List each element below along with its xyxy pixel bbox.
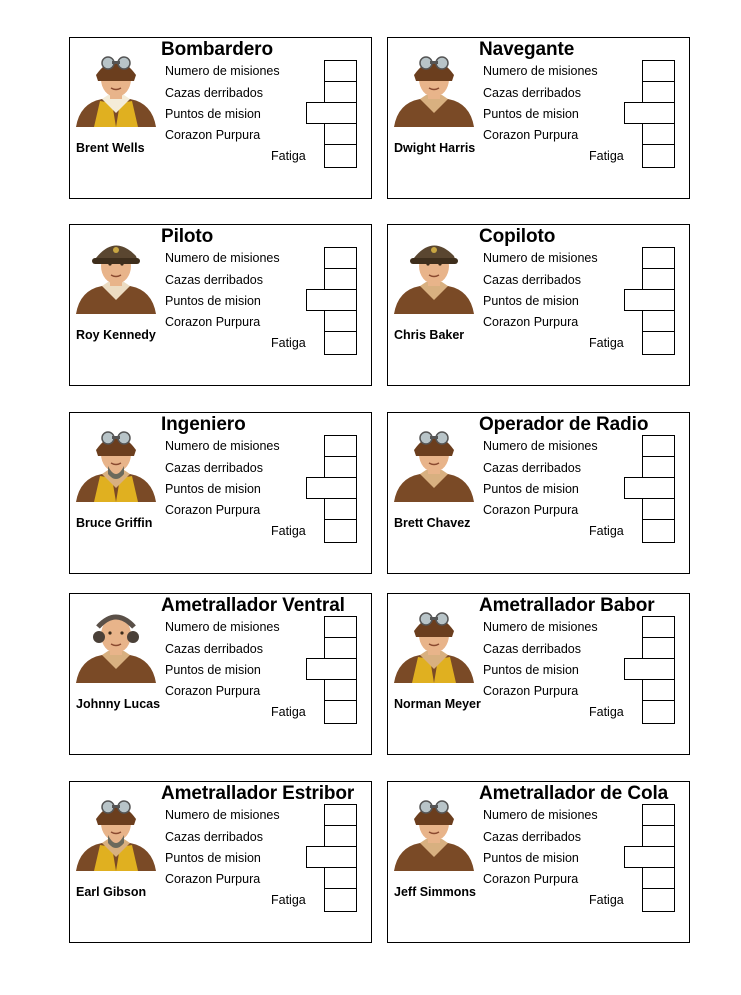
mission-points-label: Puntos de mision bbox=[165, 851, 261, 865]
missions-box[interactable] bbox=[324, 247, 357, 269]
crew-card-8 bbox=[387, 593, 690, 755]
mission-points-label: Puntos de mision bbox=[483, 107, 579, 121]
purple-heart-box[interactable] bbox=[324, 123, 357, 145]
fatigue-label: Fatiga bbox=[271, 893, 306, 907]
purple-heart-box[interactable] bbox=[642, 310, 675, 332]
crew-role-title: Piloto bbox=[161, 226, 214, 247]
pilot-portrait-icon bbox=[72, 228, 158, 314]
crew-role-title: Copiloto bbox=[479, 226, 556, 247]
mission-points-label: Puntos de mision bbox=[165, 294, 261, 308]
purple-heart-label: Corazon Purpura bbox=[165, 684, 261, 698]
crew-name: Jeff Simmons bbox=[394, 885, 476, 899]
kills-box[interactable] bbox=[642, 456, 675, 478]
fatigue-box[interactable] bbox=[324, 519, 357, 543]
crew-role-title: Ametrallador de Cola bbox=[479, 783, 669, 804]
purple-heart-box[interactable] bbox=[324, 867, 357, 889]
port-gunner-portrait-icon bbox=[390, 597, 476, 683]
kills-box[interactable] bbox=[642, 637, 675, 659]
purple-heart-label: Corazon Purpura bbox=[483, 503, 579, 517]
fatigue-box[interactable] bbox=[324, 331, 357, 355]
fatigue-box[interactable] bbox=[642, 331, 675, 355]
crew-role-title: Ingeniero bbox=[161, 414, 246, 435]
purple-heart-box[interactable] bbox=[324, 310, 357, 332]
fatigue-label: Fatiga bbox=[271, 336, 306, 350]
crew-name: Chris Baker bbox=[394, 328, 465, 342]
fatigue-label: Fatiga bbox=[589, 149, 624, 163]
missions-box[interactable] bbox=[642, 804, 675, 826]
missions-box[interactable] bbox=[642, 60, 675, 82]
crew-role-title: Ametrallador Estribor bbox=[161, 783, 355, 804]
missions-box[interactable] bbox=[324, 804, 357, 826]
mission-points-label: Puntos de mision bbox=[483, 851, 579, 865]
crew-name: Earl Gibson bbox=[76, 885, 147, 899]
fatigue-label: Fatiga bbox=[271, 705, 306, 719]
crew-name: Roy Kennedy bbox=[76, 328, 156, 342]
missions-box[interactable] bbox=[642, 247, 675, 269]
crew-card-6 bbox=[387, 412, 690, 574]
crew-card-3 bbox=[69, 224, 372, 386]
mission-points-box[interactable] bbox=[306, 477, 357, 499]
crew-role-title: Ametrallador Ventral bbox=[161, 595, 345, 616]
fatigue-label: Fatiga bbox=[589, 336, 624, 350]
purple-heart-box[interactable] bbox=[324, 498, 357, 520]
mission-points-label: Puntos de mision bbox=[483, 482, 579, 496]
purple-heart-box[interactable] bbox=[642, 867, 675, 889]
purple-heart-label: Corazon Purpura bbox=[165, 315, 261, 329]
mission-points-box[interactable] bbox=[306, 846, 357, 868]
kills-label: Cazas derribados bbox=[165, 642, 263, 656]
radio-operator-portrait-icon bbox=[390, 416, 476, 502]
purple-heart-box[interactable] bbox=[642, 123, 675, 145]
kills-label: Cazas derribados bbox=[483, 86, 581, 100]
kills-box[interactable] bbox=[324, 456, 357, 478]
ventral-gunner-portrait-icon bbox=[72, 597, 158, 683]
mission-points-label: Puntos de mision bbox=[165, 663, 261, 677]
purple-heart-box[interactable] bbox=[642, 679, 675, 701]
missions-label: Numero de misiones bbox=[165, 439, 280, 453]
missions-box[interactable] bbox=[642, 435, 675, 457]
missions-label: Numero de misiones bbox=[165, 620, 280, 634]
kills-label: Cazas derribados bbox=[165, 273, 263, 287]
fatigue-box[interactable] bbox=[324, 144, 357, 168]
purple-heart-label: Corazon Purpura bbox=[483, 315, 579, 329]
mission-points-box[interactable] bbox=[306, 289, 357, 311]
crew-role-title: Ametrallador Babor bbox=[479, 595, 655, 616]
kills-box[interactable] bbox=[324, 81, 357, 103]
mission-points-box[interactable] bbox=[624, 477, 675, 499]
purple-heart-label: Corazon Purpura bbox=[165, 872, 261, 886]
crew-card-5 bbox=[69, 412, 372, 574]
purple-heart-box[interactable] bbox=[324, 679, 357, 701]
crew-name: Johnny Lucas bbox=[76, 697, 161, 711]
missions-label: Numero de misiones bbox=[483, 620, 598, 634]
kills-label: Cazas derribados bbox=[483, 461, 581, 475]
mission-points-box[interactable] bbox=[306, 658, 357, 680]
fatigue-box[interactable] bbox=[642, 888, 675, 912]
navigator-portrait-icon bbox=[390, 41, 476, 127]
missions-label: Numero de misiones bbox=[165, 251, 280, 265]
kills-label: Cazas derribados bbox=[165, 830, 263, 844]
missions-label: Numero de misiones bbox=[483, 251, 598, 265]
crew-card-9 bbox=[69, 781, 372, 943]
mission-points-label: Puntos de mision bbox=[165, 482, 261, 496]
kills-label: Cazas derribados bbox=[483, 830, 581, 844]
fatigue-label: Fatiga bbox=[589, 893, 624, 907]
crew-card-10 bbox=[387, 781, 690, 943]
mission-points-box[interactable] bbox=[624, 846, 675, 868]
fatigue-box[interactable] bbox=[642, 519, 675, 543]
mission-points-label: Puntos de mision bbox=[483, 294, 579, 308]
kills-box[interactable] bbox=[324, 637, 357, 659]
crew-name: Brett Chavez bbox=[394, 516, 471, 530]
purple-heart-label: Corazon Purpura bbox=[483, 872, 579, 886]
kills-box[interactable] bbox=[642, 825, 675, 847]
mission-points-box[interactable] bbox=[624, 102, 675, 124]
crew-role-title: Bombardero bbox=[161, 39, 273, 60]
kills-box[interactable] bbox=[642, 268, 675, 290]
mission-points-box[interactable] bbox=[624, 658, 675, 680]
fatigue-label: Fatiga bbox=[271, 524, 306, 538]
copilot-portrait-icon bbox=[390, 228, 476, 314]
crew-role-title: Navegante bbox=[479, 39, 575, 60]
purple-heart-label: Corazon Purpura bbox=[483, 684, 579, 698]
missions-label: Numero de misiones bbox=[483, 808, 598, 822]
fatigue-label: Fatiga bbox=[589, 524, 624, 538]
crew-card-1 bbox=[69, 37, 372, 199]
purple-heart-box[interactable] bbox=[642, 498, 675, 520]
missions-label: Numero de misiones bbox=[165, 808, 280, 822]
missions-label: Numero de misiones bbox=[483, 439, 598, 453]
kills-label: Cazas derribados bbox=[165, 461, 263, 475]
missions-label: Numero de misiones bbox=[165, 64, 280, 78]
missions-box[interactable] bbox=[642, 616, 675, 638]
kills-label: Cazas derribados bbox=[483, 273, 581, 287]
kills-label: Cazas derribados bbox=[165, 86, 263, 100]
mission-points-box[interactable] bbox=[624, 289, 675, 311]
missions-box[interactable] bbox=[324, 60, 357, 82]
fatigue-label: Fatiga bbox=[271, 149, 306, 163]
mission-points-label: Puntos de mision bbox=[483, 663, 579, 677]
purple-heart-label: Corazon Purpura bbox=[165, 128, 261, 142]
crew-role-title: Operador de Radio bbox=[479, 414, 649, 435]
missions-label: Numero de misiones bbox=[483, 64, 598, 78]
purple-heart-label: Corazon Purpura bbox=[165, 503, 261, 517]
crew-name: Norman Meyer bbox=[394, 697, 481, 711]
crew-name: Dwight Harris bbox=[394, 141, 476, 155]
crew-name: Bruce Griffin bbox=[76, 516, 153, 530]
engineer-portrait-icon bbox=[72, 416, 158, 502]
crew-name: Brent Wells bbox=[76, 141, 145, 155]
crew-card-4 bbox=[387, 224, 690, 386]
purple-heart-label: Corazon Purpura bbox=[483, 128, 579, 142]
missions-box[interactable] bbox=[324, 616, 357, 638]
kills-label: Cazas derribados bbox=[483, 642, 581, 656]
mission-points-label: Puntos de mision bbox=[165, 107, 261, 121]
missions-box[interactable] bbox=[324, 435, 357, 457]
kills-box[interactable] bbox=[324, 825, 357, 847]
bombardier-portrait-icon bbox=[72, 41, 158, 127]
fatigue-label: Fatiga bbox=[589, 705, 624, 719]
fatigue-box[interactable] bbox=[642, 700, 675, 724]
fatigue-box[interactable] bbox=[642, 144, 675, 168]
kills-box[interactable] bbox=[324, 268, 357, 290]
crew-card-7 bbox=[69, 593, 372, 755]
crew-card-2 bbox=[387, 37, 690, 199]
fatigue-box[interactable] bbox=[324, 888, 357, 912]
mission-points-box[interactable] bbox=[306, 102, 357, 124]
kills-box[interactable] bbox=[642, 81, 675, 103]
tail-gunner-portrait-icon bbox=[390, 785, 476, 871]
fatigue-box[interactable] bbox=[324, 700, 357, 724]
starboard-gunner-portrait-icon bbox=[72, 785, 158, 871]
